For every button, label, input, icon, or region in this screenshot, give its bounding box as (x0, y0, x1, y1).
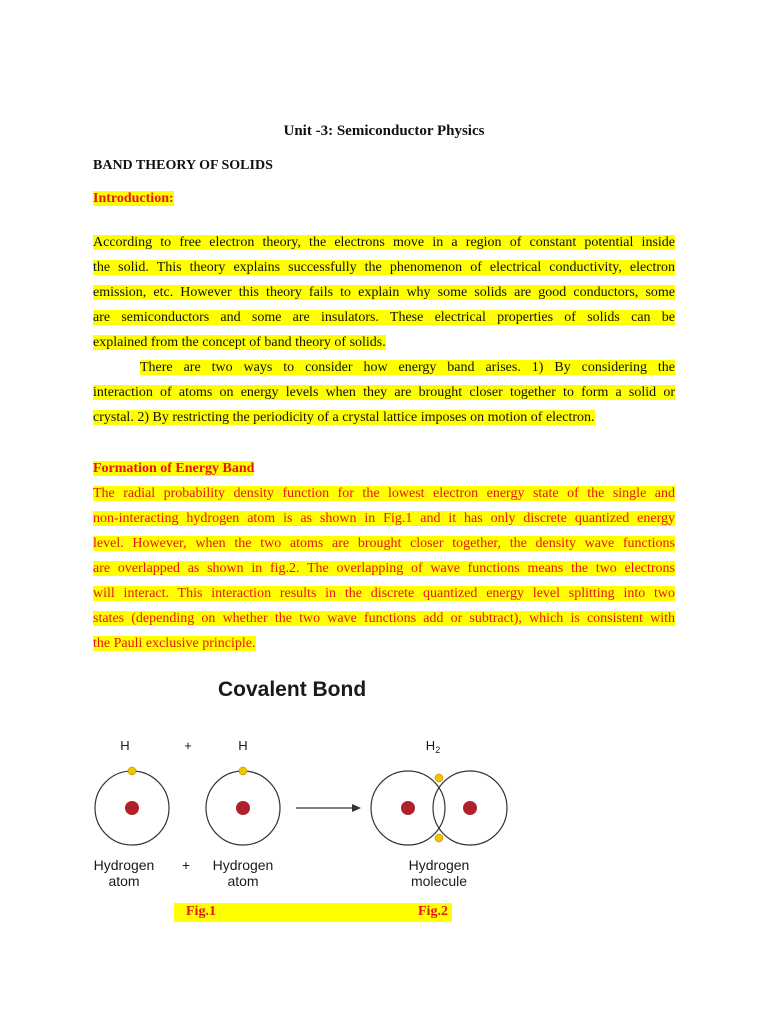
intro-line (93, 230, 675, 255)
formation-line-text: The radial probability density function for the lowest electron energy state of the single and (93, 486, 675, 501)
molecule-nucleus-right (463, 801, 477, 815)
intro-line (93, 355, 675, 380)
atom-label-2: H (238, 738, 248, 753)
electron-2 (239, 767, 247, 775)
intro-line-text: There are two ways to consider how energy band arises. 1) By considering the (140, 360, 675, 375)
intro-line (93, 305, 675, 330)
caption-atom-2-line2: atom (227, 873, 259, 889)
formation-paragraph (93, 481, 675, 656)
molecule-label-symbol: H (425, 738, 436, 753)
molecule-label-subscript: 2 (435, 745, 441, 755)
intro-line-text: According to free electron theory, the electrons move in a region of constant potential inside (93, 235, 675, 250)
formation-line (93, 631, 675, 656)
formation-line-text: states (depending on whether the two wave functions add or subtract), which is consistent with (93, 611, 675, 626)
formation-line-text: the Pauli exclusive principle. (93, 636, 256, 651)
molecule-nucleus-left (401, 801, 415, 815)
intro-line-text: emission, etc. However this theory fails to explain why some solids are good conductors, some (93, 285, 675, 300)
intro-line (93, 255, 675, 280)
caption-molecule-line1: Hydrogen (408, 857, 470, 873)
plus-sign-top: + (184, 738, 192, 753)
atom-label-1: H (120, 738, 130, 753)
intro-line-text: explained from the concept of band theory of solids. (93, 335, 386, 350)
formation-heading-text: Formation of Energy Band (93, 461, 255, 476)
formation-line (93, 606, 675, 631)
nucleus-2 (236, 801, 250, 815)
intro-paragraph (93, 230, 675, 430)
figure-label-bar (174, 903, 452, 922)
formation-line (93, 581, 675, 606)
covalent-bond-figure (88, 668, 518, 893)
caption-atom-1-line2: atom (108, 873, 140, 889)
shared-electron-bottom (435, 834, 443, 842)
intro-line-text: the solid. This theory explains successfully the phenomenon of electrical conductivity, electron (93, 260, 675, 275)
formation-line-text: non-interacting hydrogen atom is as shown in Fig.1 and it has only discrete quantized energy (93, 511, 675, 526)
caption-atom-1-line1: Hydrogen (93, 857, 155, 873)
formation-line (93, 556, 675, 581)
electron-1 (128, 767, 136, 775)
formation-heading (93, 460, 254, 478)
fig1-label: Fig.1 (186, 904, 216, 919)
formation-line (93, 481, 675, 506)
intro-line (93, 280, 675, 305)
section-heading: BAND THEORY OF SOLIDS (93, 158, 273, 173)
fig2-label: Fig.2 (418, 904, 448, 919)
intro-heading-text: Introduction: (93, 191, 174, 206)
intro-heading (93, 190, 174, 208)
nucleus-1 (125, 801, 139, 815)
intro-line-text: are semiconductors and some are insulators. These electrical properties of solids can be (93, 310, 675, 325)
figure-title: Covalent Bond (218, 678, 367, 701)
arrow-head-icon (352, 804, 361, 812)
formation-line-text: are overlapped as shown in fig.2. The overlapping of wave functions means the two electrons (93, 561, 675, 576)
shared-electron-top (435, 774, 443, 782)
formation-line-text: will interact. This interaction results in the discrete quantized energy level splitting into two (93, 586, 675, 601)
formation-line (93, 506, 675, 531)
caption-atom-2-line1: Hydrogen (212, 857, 274, 873)
caption-molecule-line2: molecule (410, 873, 468, 889)
caption-plus: + (181, 857, 191, 873)
intro-line (93, 405, 675, 430)
document-title: Unit -3: Semiconductor Physics (283, 123, 485, 139)
intro-line-text: interaction of atoms on energy levels when they are brought closer together to form a solid or (93, 385, 675, 400)
intro-line (93, 330, 675, 355)
intro-line-text: crystal. 2) By restricting the periodicity of a crystal lattice imposes on motion of electron. (93, 410, 595, 425)
formation-line (93, 531, 675, 556)
intro-line (93, 380, 675, 405)
formation-line-text: level. However, when the two atoms are brought closer together, the density wave functions (93, 536, 675, 551)
molecule-label (426, 738, 440, 755)
